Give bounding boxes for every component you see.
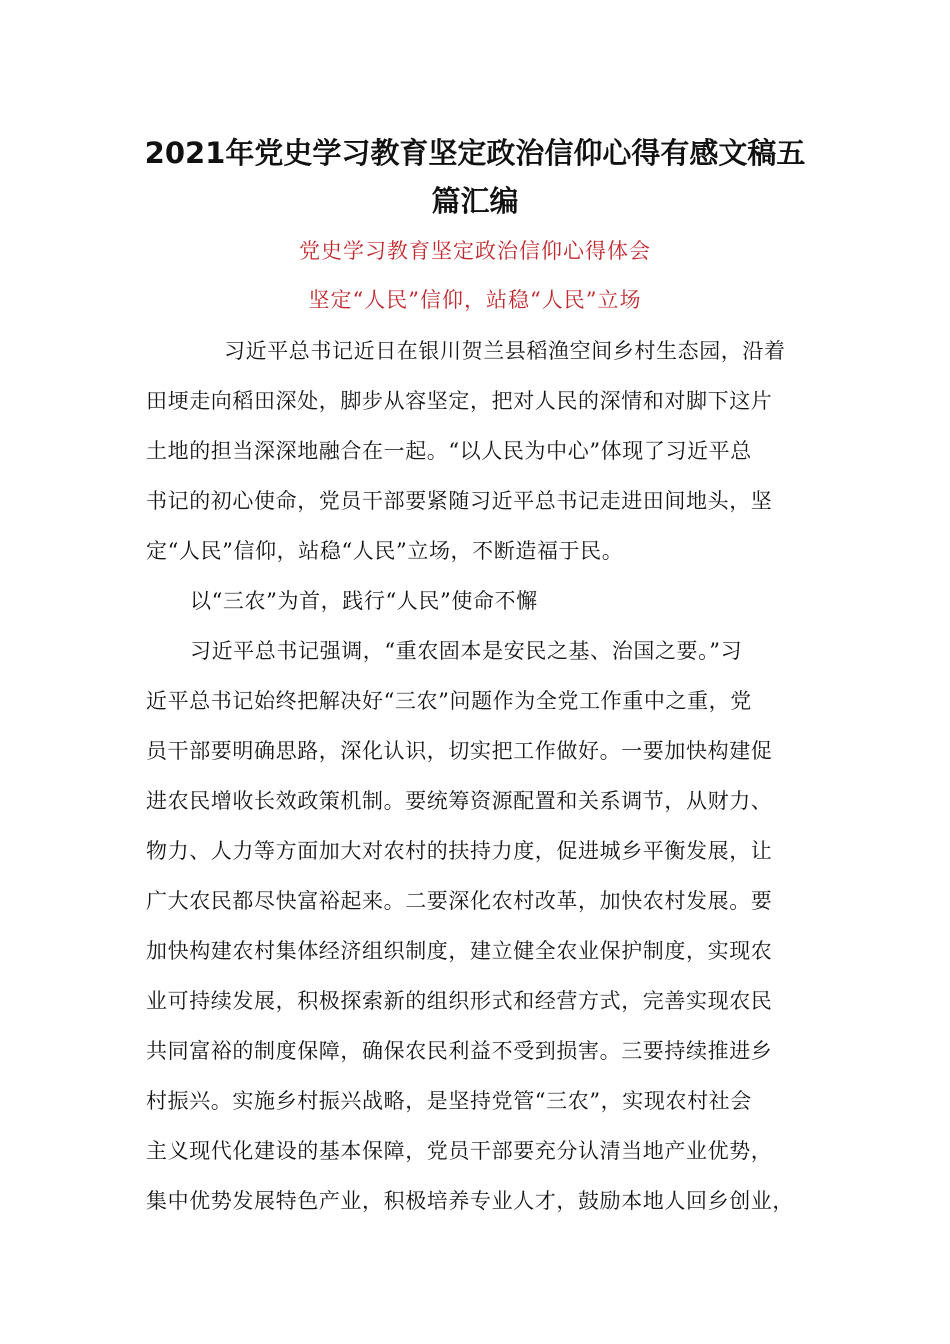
body-text-line: 加快构建农村集体经济组织制度，建立健全农业保护制度，实现农 bbox=[146, 939, 773, 963]
body-text-line: 员干部要明确思路，深化认识，切实把工作做好。一要加快构建促 bbox=[146, 739, 773, 763]
body-text-line: 田埂走向稻田深处，脚步从容坚定，把对人民的深情和对脚下这片 bbox=[146, 389, 773, 413]
body-text-line: 习近平总书记近日在银川贺兰县稻渔空间乡村生态园，沿着 bbox=[224, 339, 786, 363]
body-text-line: 土地的担当深深地融合在一起。“以人民为中心”体现了习近平总 bbox=[146, 439, 752, 463]
body-text-line: 近平总书记始终把解决好“三农”问题作为全党工作重中之重，党 bbox=[146, 689, 752, 713]
body-text-line: 主义现代化建设的基本保障，党员干部要充分认清当地产业优势， bbox=[146, 1139, 773, 1163]
section-heading-line: 以“三农”为首，践行“人民”使命不懈 bbox=[190, 589, 538, 613]
body-text-line: 共同富裕的制度保障，确保农民利益不受到损害。三要持续推进乡 bbox=[146, 1039, 773, 1063]
body-text-line: 广大农民都尽快富裕起来。二要深化农村改革，加快农村发展。要 bbox=[146, 889, 773, 913]
document-title-line-1: 2021年党史学习教育坚定政治信仰心得有感文稿五 bbox=[144, 136, 806, 170]
body-text-line: 集中优势发展特色产业，积极培养专业人才，鼓励本地人回乡创业， bbox=[146, 1189, 794, 1213]
body-text-line: 业可持续发展，积极探索新的组织形式和经营方式，完善实现农民 bbox=[146, 989, 773, 1013]
body-text-line: 习近平总书记强调，“重农固本是安民之基、治国之要。”习 bbox=[190, 639, 743, 663]
document-title-line-2: 篇汇编 bbox=[431, 184, 519, 218]
body-text-line: 村振兴。实施乡村振兴战略，是坚持党管“三农”，实现农村社会 bbox=[146, 1089, 752, 1113]
section-subtitle: 党史学习教育坚定政治信仰心得体会 bbox=[299, 239, 651, 263]
body-text-line: 书记的初心使命，党员干部要紧随习近平总书记走进田间地头，坚 bbox=[146, 489, 773, 513]
body-text-line: 定“人民”信仰，站稳“人民”立场，不断造福于民。 bbox=[146, 539, 624, 563]
article-heading: 坚定“人民”信仰，站稳“人民”立场 bbox=[308, 288, 642, 312]
body-text-line: 进农民增收长效政策机制。要统筹资源配置和关系调节，从财力、 bbox=[146, 789, 773, 813]
body-text-line: 物力、人力等方面加大对农村的扶持力度，促进城乡平衡发展，让 bbox=[146, 839, 773, 863]
